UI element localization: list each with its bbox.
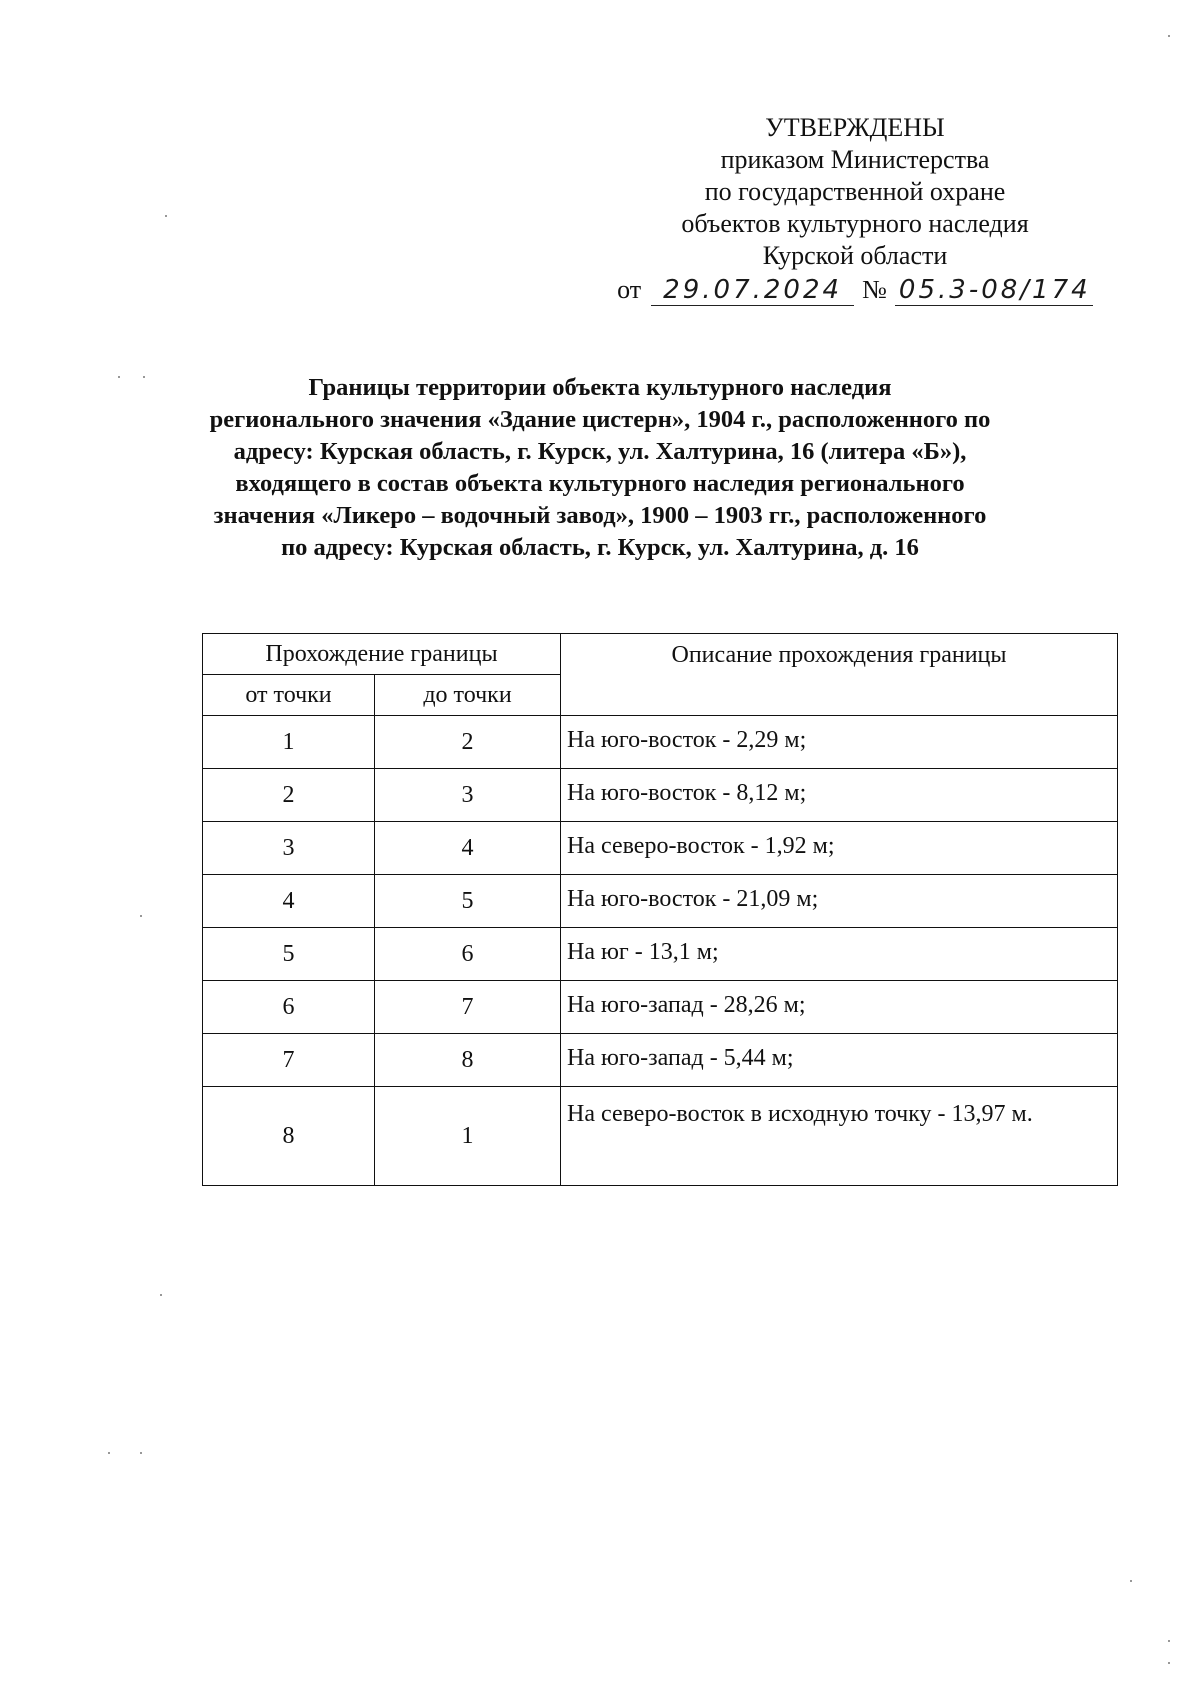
table-header-row (203, 634, 1118, 675)
table-row (203, 769, 1118, 822)
scan-speck (140, 1452, 142, 1454)
scan-speck (1168, 35, 1170, 37)
scan-speck (140, 915, 142, 917)
header-to-point: до точки (375, 675, 561, 716)
cell-description: На юг - 13,1 м; (561, 928, 1118, 981)
table-row (203, 716, 1118, 769)
approval-line-2: по государственной охране (704, 177, 1006, 206)
cell-description: На юго-восток - 21,09 м; (561, 875, 1118, 928)
cell-from: 3 (203, 822, 375, 875)
cell-from: 1 (203, 716, 375, 769)
table-row (203, 928, 1118, 981)
table-row (203, 1087, 1118, 1186)
cell-from: 5 (203, 928, 375, 981)
scan-speck (108, 1452, 110, 1454)
approval-heading: УТВЕРЖДЕНЫ (765, 113, 945, 142)
scan-speck (118, 376, 120, 378)
scan-speck (160, 1294, 162, 1296)
table-row (203, 981, 1118, 1034)
cell-description: На юго-запад - 5,44 м; (561, 1034, 1118, 1087)
cell-from: 4 (203, 875, 375, 928)
document-title (150, 372, 1050, 564)
title-line-1: Границы территории объекта культурного наследия (308, 374, 892, 401)
scan-speck (143, 376, 145, 378)
header-from-point: от точки (203, 675, 375, 716)
cell-description: На юго-восток - 8,12 м; (561, 769, 1118, 822)
table-row (203, 875, 1118, 928)
cell-from: 8 (203, 1087, 375, 1186)
cell-to: 8 (375, 1034, 561, 1087)
approval-line-4: Курской области (762, 241, 948, 270)
header-description: Описание прохождения границы (561, 634, 1118, 716)
cell-to: 6 (375, 928, 561, 981)
table-row (203, 1034, 1118, 1087)
approval-date-line (600, 274, 1110, 306)
cell-description: На юго-восток - 2,29 м; (561, 716, 1118, 769)
scan-speck (1130, 1580, 1132, 1582)
boundary-table (202, 633, 1118, 1186)
cell-description: На юго-запад - 28,26 м; (561, 981, 1118, 1034)
cell-from: 7 (203, 1034, 375, 1087)
header-boundary-passage: Прохождение границы (203, 634, 561, 675)
title-line-3: адресу: Курская область, г. Курск, ул. Халтурина, 16 (литера «Б»), (233, 438, 967, 465)
cell-to: 1 (375, 1087, 561, 1186)
date-prefix: от (617, 275, 642, 304)
handwritten-number: 05.3-08/174 (895, 275, 1093, 306)
approval-block (600, 112, 1110, 306)
title-line-2: регионального значения «Здание цистерн», 1904 г., расположенного по (209, 406, 991, 433)
approval-line-3: объектов культурного наследия (681, 209, 1029, 238)
cell-to: 3 (375, 769, 561, 822)
scan-speck (1168, 1662, 1170, 1664)
table-row (203, 822, 1118, 875)
scan-speck (165, 215, 167, 217)
cell-to: 5 (375, 875, 561, 928)
cell-description: На северо-восток в исходную точку - 13,97 м. (561, 1087, 1118, 1186)
handwritten-date: 29.07.2024 (651, 275, 854, 306)
approval-line-1: приказом Министерства (720, 145, 990, 174)
title-line-5: значения «Ликеро – водочный завод», 1900 – 1903 гг., расположенного (213, 502, 987, 529)
scan-speck (1168, 1640, 1170, 1642)
cell-to: 2 (375, 716, 561, 769)
cell-to: 4 (375, 822, 561, 875)
cell-description: На северо-восток - 1,92 м; (561, 822, 1118, 875)
number-prefix: № (862, 275, 887, 304)
title-line-4: входящего в состав объекта культурного наследия регионального (235, 470, 965, 497)
cell-to: 7 (375, 981, 561, 1034)
cell-from: 6 (203, 981, 375, 1034)
title-line-6: по адресу: Курская область, г. Курск, ул. Халтурина, д. 16 (281, 534, 919, 561)
cell-from: 2 (203, 769, 375, 822)
